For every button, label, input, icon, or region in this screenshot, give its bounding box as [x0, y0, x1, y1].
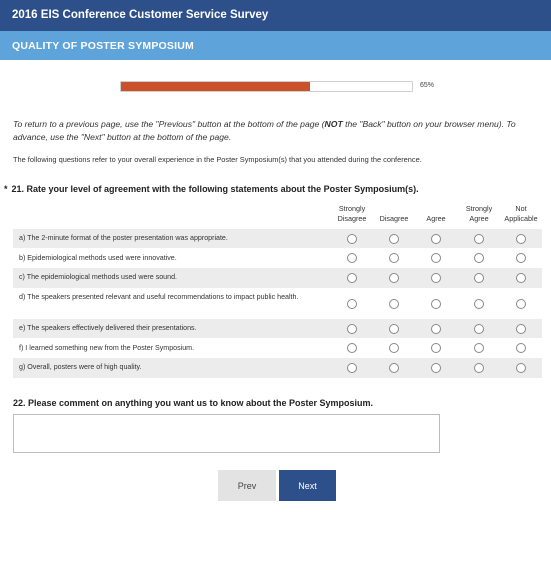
column-header-line2: Disagree [337, 214, 367, 223]
rating-radio[interactable] [516, 299, 526, 309]
rating-radio[interactable] [516, 324, 526, 334]
statement-text: c) The epidemiological methods used were sound. [19, 273, 177, 281]
rating-radio[interactable] [389, 299, 399, 309]
rating-radio[interactable] [516, 234, 526, 244]
rating-radio[interactable] [474, 324, 484, 334]
rating-radio[interactable] [389, 324, 399, 334]
rating-radio[interactable] [347, 234, 357, 244]
question-21-text: 21. Rate your level of agreement with the following statements about the Poster Symposium(s). [11, 184, 419, 194]
rating-radio[interactable] [516, 363, 526, 373]
matrix-row [13, 268, 542, 288]
rating-radio[interactable] [431, 324, 441, 334]
rating-radio[interactable] [347, 324, 357, 334]
rating-radio[interactable] [474, 363, 484, 373]
required-asterisk: * [4, 184, 8, 194]
progress-bar [120, 81, 413, 92]
matrix-column-header [412, 204, 460, 224]
column-header-line1 [370, 204, 418, 214]
rating-radio[interactable] [347, 343, 357, 353]
progress-fill [121, 82, 310, 91]
statement-text: a) The 2-minute format of the poster presentation was appropriate. [19, 234, 228, 242]
question-22-title: 22. Please comment on anything you want us to know about the Poster Symposium. [13, 398, 374, 408]
matrix-row [13, 289, 542, 318]
section-title: QUALITY OF POSTER SYMPOSIUM [12, 40, 194, 52]
statement-text: f) I learned something new from the Poster Symposium. [19, 344, 195, 352]
statement-text: d) The speakers presented relevant and useful recommendations to impact public health. [19, 293, 299, 301]
statement-text: e) The speakers effectively delivered their presentations. [19, 324, 197, 332]
rating-radio[interactable] [389, 253, 399, 263]
column-header-line1: Not [515, 204, 527, 213]
matrix-column-header [328, 204, 376, 224]
statement-text: b) Epidemiological methods used were innovative. [19, 254, 177, 262]
rating-radio[interactable] [474, 343, 484, 353]
section-header [0, 31, 551, 60]
rating-radio[interactable] [516, 253, 526, 263]
matrix-column-header [455, 204, 503, 224]
rating-radio[interactable] [389, 343, 399, 353]
statement-text: g) Overall, posters were of high quality. [19, 363, 142, 371]
rating-radio[interactable] [431, 343, 441, 353]
matrix-row [13, 319, 542, 338]
column-header-line1 [412, 204, 460, 214]
navigation-instructions [13, 118, 533, 144]
rating-radio[interactable] [474, 273, 484, 283]
column-header-line2: Agree [426, 214, 446, 223]
progress-label: 65% [420, 82, 435, 89]
instructions-part2: the "Back" button on your browser menu). To advance, use the "Next" button at the bottom of the page. [13, 119, 516, 142]
rating-radio[interactable] [474, 299, 484, 309]
rating-radio[interactable] [431, 253, 441, 263]
survey-title: 2016 EIS Conference Customer Service Survey [12, 9, 269, 21]
column-header-line2: Agree [469, 214, 489, 223]
rating-radio[interactable] [474, 234, 484, 244]
matrix-row [13, 358, 542, 378]
rating-radio[interactable] [431, 273, 441, 283]
intro-text: The following questions refer to your overall experience in the Poster Symposium(s) that you attended during the conference. [13, 155, 422, 164]
instructions-part1: To return to a previous page, use the "Previous" button at the bottom of the page ( [13, 119, 325, 129]
rating-radio[interactable] [516, 273, 526, 283]
column-header-line1: Strongly [465, 204, 493, 213]
rating-radio[interactable] [474, 253, 484, 263]
rating-radio[interactable] [347, 253, 357, 263]
next-button[interactable]: Next [279, 470, 336, 501]
matrix-row [13, 339, 542, 357]
rating-radio[interactable] [347, 273, 357, 283]
rating-radio[interactable] [516, 343, 526, 353]
column-header-line2: Applicable [504, 214, 538, 223]
comment-textarea[interactable] [13, 414, 440, 453]
rating-radio[interactable] [431, 299, 441, 309]
rating-radio[interactable] [389, 273, 399, 283]
rating-radio[interactable] [389, 363, 399, 373]
instructions-not: NOT [324, 119, 343, 129]
rating-radio[interactable] [431, 363, 441, 373]
matrix-row [13, 249, 542, 267]
column-header-line2: Disagree [379, 214, 409, 223]
rating-radio[interactable] [389, 234, 399, 244]
rating-radio[interactable] [347, 363, 357, 373]
rating-radio[interactable] [347, 299, 357, 309]
prev-button[interactable]: Prev [218, 470, 276, 501]
rating-radio[interactable] [431, 234, 441, 244]
matrix-column-header [497, 204, 545, 224]
question-21-title [4, 184, 419, 194]
survey-header [0, 0, 551, 31]
matrix-row [13, 229, 542, 248]
column-header-line1: Strongly [338, 204, 366, 213]
matrix-column-header [370, 204, 418, 224]
